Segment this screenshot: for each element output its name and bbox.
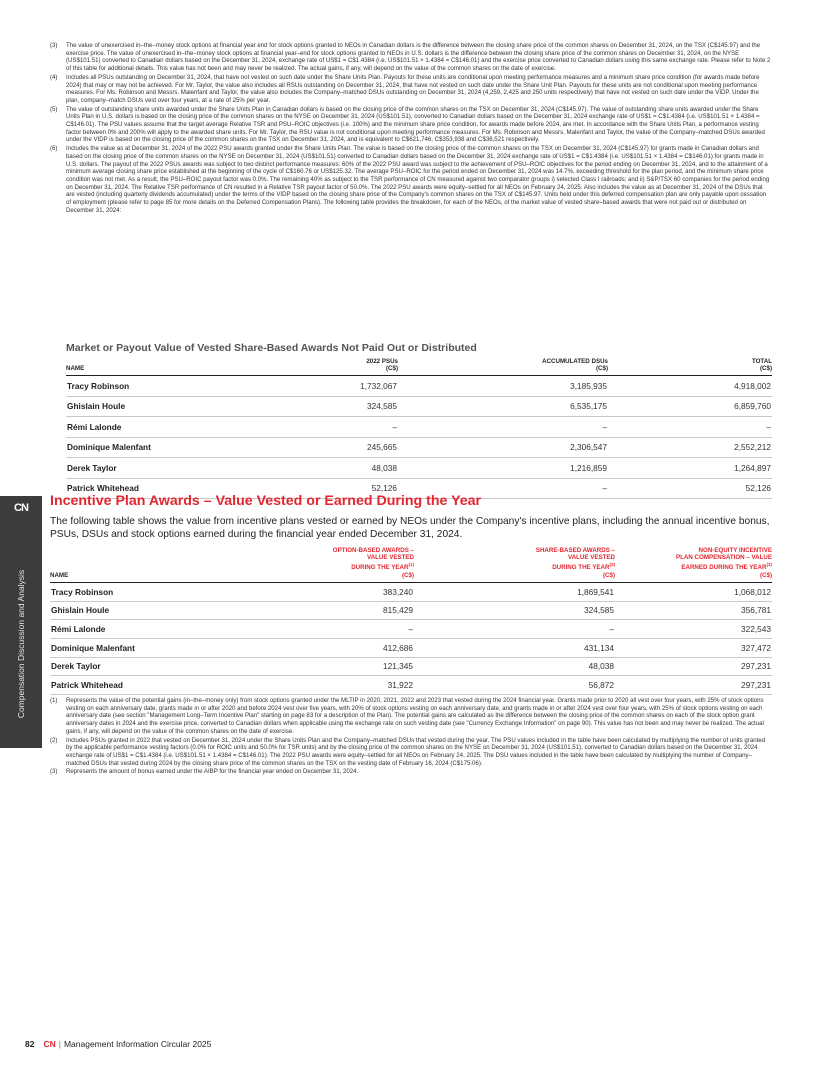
footnote-ref: (1) [408,562,414,568]
section-title: Incentive Plan Awards – Value Vested or Earned During the Year [50,493,482,509]
table-row [50,676,772,695]
cell-dsus: – [398,417,608,438]
footnote [50,697,772,736]
footnote-number: (3) [50,768,58,776]
cell-share: 431,134 [414,638,615,657]
cn-logo: CN [14,502,28,514]
footer-brand: CN [43,1039,56,1049]
cell-name: Dominique Malenfant [50,638,260,657]
cell-option: 815,429 [260,601,414,620]
section-intro: The following table shows the value from incentive plans vested or earned by NEOs under the Company's incentive plans, including the annual incentive bonus, PSUs, DSUs and stock options earned during the financial year ended December 31, 2024. [50,516,770,540]
cell-name: Tracy Robinson [66,376,246,397]
cell-psus: 1,732,067 [246,376,398,397]
footnote-text: Represents the value of the potential gains (in–the–money only) from stock options granted under the MLTIP in 2020, 2021, 2022 and 2023 that vested during the 2024 financial year. Grants made prior to 2020 all vest over four years, with 25% of stock options vesting on each anniversary date, grants made in or after 2020 and before 2024 vest over five years, with 20% of stock options vesting on each anniversary date, and grants made in or after 2024 vest over four years, with 25% of stock options vesting on each anniversary date (see section "Management Long–Term Incentive Plan" starting on page 83 for a description of the Plan). The potential gains are calculated as the difference between the closing price of the common shares on each of the stock option grant anniversary dates in 2024 and the exercise price, converted to Canadian dollars when applicable using the exchange rate on such vesting date (see "Currency Exchange Information" on page 90). This value has not been and may never be realized. The actual gains, if any, will depend on the value of the common shares on the date of exercise. [66,697,764,735]
cell-name: Ghislain Houle [66,396,246,417]
cell-psus: 48,038 [246,458,398,479]
footnote-number: (6) [50,145,58,153]
cell-non-equity: 322,543 [615,620,772,639]
col-header-name: NAME [66,356,246,376]
header-line: DURING THE YEAR [351,564,409,572]
cell-psus: 324,585 [246,396,398,417]
cell-psus: – [246,417,398,438]
cell-non-equity: 356,781 [615,601,772,620]
cell-non-equity: 1,068,012 [615,582,772,601]
header-unit: (C$) [401,571,414,579]
cell-total: 1,264,897 [608,458,772,479]
cell-option: – [260,620,414,639]
table-row [66,376,772,397]
header-unit: (C$) [759,365,772,372]
cell-name: Derek Taylor [66,458,246,479]
header-unit: (C$) [602,571,615,579]
cell-non-equity: 297,231 [615,657,772,676]
footnote-number: (2) [50,736,58,744]
table-row [50,620,772,639]
col-header-dsus [398,356,608,376]
footnote-text: Includes the value as at December 31, 2024 of the 2022 PSU awards granted under the Share Units Plan. The value is based on the closing price of the common shares on the TSX on December 31, 2024 (C$145.97) for grants made in Canadian dollars and based on the closing price of the common shares on the NYSE on December 31, 2024 (US$101.51) converted to Canadian dollars based on the December 31, 2024 exchange rate of US$1 = C$1.4384 (i.e. US$101.51 × 1.4384 = C$146.01) for grants made in U.S. dollars. The payout of the 2022 PSUs awards was subject to two distinct performance measures: 60% of the 2022 PSU award was subject to the achievement of PSU–ROIC objectives for the period ending on December 31, 2024, and to the attainment of a minimum average closing share price established at the beginning of the cycle of C$160.76 or US$125.32. The average PSU–ROIC for the period ended on December 31, 2024 was 14.7%, exceeding threshold for the plan period, and the minimum share price condition was not met. As a result, the PSU–ROIC payout factor was 0.0%. The remaining 40% as subject to the TSR performance of CN measured against two comparator groups i) selected Class I railroads; and ii) S&P/TSX 60 companies for the period ending on December 31, 2024. The Relative TSR performance of CN resulted in a Relative TSR payout factor of 50.0%. The 2022 PSU awards were equity–settled for all NEOs on February 24, 2025. Also includes the value as at December 31, 2024 of the DSUs that are vested (including quarterly dividends accumulated) under the terms of the VIDP based on the closing share price of the Company's common shares on the TSX of C$145.97. Units held under this deferred compensation plan are only payable upon cessation of employment (please refer to page 85 for more details on the Deferred Compensation Plans). The following table provides the breakdown, for each of the NEOs, of the market value of vested share–based awards that were not paid out or distributed on December 31, 2024: [66,145,770,214]
cell-option: 121,345 [260,657,414,676]
footnote-text: The value of unexercised in–the–money stock options at financial year end for stock options granted to NEOs in Canadian dollars is the difference between the closing share price of the common shares on December 31, 2024, on the TSX (C$145.97) and the exercise price. The value of unexercised in–the–money stock options at financial year–end for stock options granted to NEOs in U.S. dollars is the difference between the closing share price of the common shares on December 31, 2024, on the NYSE (US$101.51) converted to Canadian dollars based on the December 31, 2024, exchange rate of US$1 = C$1.4384 (i.e. US$101.51 × 1.4384 = C$146.01) and the exercise price converted to Canadian dollars using this same exchange rate. Please refer to Note 2 of this table for additional details. This value has not been and may never be realized. The actual gains, if any, will depend on the value of the common shares on the date of exercise. [66,42,771,73]
header-line: PLAN COMPENSATION – VALUE [675,554,772,562]
cell-option: 383,240 [260,582,414,601]
cell-share: – [414,620,615,639]
cell-total: 6,859,760 [608,396,772,417]
header-unit: (C$) [385,365,398,372]
cell-share: 56,872 [414,676,615,695]
footnote [50,106,772,145]
header-line: 2022 PSUs [366,358,398,365]
top-footnotes [50,42,772,215]
table-header-row [66,356,772,376]
sidebar-section-label: Compensation Discussion and Analysis [16,569,26,719]
table1-title: Market or Payout Value of Vested Share-Based Awards Not Paid Out or Distributed [66,342,477,354]
footnote-text: Includes all PSUs outstanding on December 31, 2024, that have not vested on such date under the Share Units Plan. Payouts for these units are conditional upon meeting performance measures and a minimum share price condition (for awards made before 2024) that may or may not be achieved. For Mr. Taylor, the value also includes all RSUs outstanding on December 31, 2024, that have not vested on such date under the Share Unit Plan. Payouts for these units are not conditional upon meeting performance measures. For Ms. Robinson and Messrs. Malenfant and Taylor, the value also includes the Company–matched DSUs outstanding on December 31, 2024 (4,259, 2,425 and 250 units respectively) that have not vested on such date under the VIDP. Under the plan, company–match DSUs vest over four years, at a rate of 25% per year. [66,73,760,104]
footnote-number: (5) [50,105,58,113]
page-number: 82 [25,1039,35,1049]
cell-name: Patrick Whitehead [50,676,260,695]
table-header-row [50,547,772,582]
cell-dsus: 1,216,859 [398,458,608,479]
cell-option: 412,686 [260,638,414,657]
footnote [50,768,772,776]
cell-dsus: – [398,478,608,499]
incentive-awards-table [50,547,772,695]
table-row [66,458,772,479]
header-unit: (C$) [595,365,608,372]
header-line: DURING THE YEAR [552,564,610,572]
cell-name: Rémi Lalonde [66,417,246,438]
table-row [50,582,772,601]
cell-psus: 52,126 [246,478,398,499]
col-header-non-equity [615,547,772,582]
table-row [66,417,772,438]
table-row [50,601,772,620]
bottom-footnotes [50,697,772,777]
header-line: VALUE VESTED [568,554,615,562]
footnote-number: (1) [50,697,58,704]
header-line: TOTAL [751,358,772,365]
table-row [50,638,772,657]
cell-non-equity: 327,472 [615,638,772,657]
table-row [66,396,772,417]
header-unit: (C$) [759,571,772,579]
cell-option: 31,922 [260,676,414,695]
cell-name: Tracy Robinson [50,582,260,601]
col-header-share-awards [414,547,615,582]
cell-share: 324,585 [414,601,615,620]
footnote-number: (3) [50,42,58,49]
header-line: NON-EQUITY INCENTIVE [698,547,772,554]
cell-name: Rémi Lalonde [50,620,260,639]
cell-total: 2,552,212 [608,437,772,458]
sidebar-tab [0,496,42,748]
footnote [50,145,772,214]
col-header-name: NAME [50,547,260,582]
page-footer [25,1039,211,1049]
cell-non-equity: 297,231 [615,676,772,695]
footnote-number: (4) [50,73,58,81]
cell-name: Derek Taylor [50,657,260,676]
header-line: OPTION-BASED AWARDS – [332,547,414,554]
cell-total: 4,918,002 [608,376,772,397]
footer-document-title: Management Information Circular 2025 [63,1039,212,1049]
cell-share: 48,038 [414,657,615,676]
header-line: EARNED DURING THE YEAR [681,564,767,572]
cell-dsus: 3,185,935 [398,376,608,397]
footnote-ref: (2) [609,562,615,568]
cell-share: 1,869,541 [414,582,615,601]
vested-awards-table [66,356,772,499]
cell-psus: 245,665 [246,437,398,458]
header-line: VALUE VESTED [367,554,414,562]
table-row [66,437,772,458]
col-header-total [608,356,772,376]
footnote-text: Includes PSUs granted in 2022 that vested on December 31, 2024 under the Share Units Plan and the Company–matched DSUs that vested during the year. The PSU values included in the table have been calculated by multiplying the number of units granted by the applicable performance vesting factors (0.0% for ROIC units and 50.0% for TSR units) and by the closing price of the common shares on the NYSE on December 31, 2024 (US$101.51), converted to Canadian dollars based on the December 31, 2024 exchange rate of US$1 = C$1.4384 (i.e. US$101.51 × 1.4384 = C$146.01). The 2022 PSU awards were equity–settled for all NEOs on February 24, 2025. The DSU values included in the table have been calculated by multiplying the number of Company–matched DSUs that vested during 2024 by the closing share price of the common shares on the TSX on the vesting date of February 16, 2024 (C$175.06). [66,736,766,767]
cell-total: – [608,417,772,438]
footnote [50,74,772,105]
footnote [50,737,772,768]
cell-name: Dominique Malenfant [66,437,246,458]
cell-name: Patrick Whitehead [66,478,246,499]
cell-dsus: 2,306,547 [398,437,608,458]
footnote-ref: (3) [766,562,772,568]
col-header-option-awards [260,547,414,582]
cell-name: Ghislain Houle [50,601,260,620]
footer-separator: | [58,1039,61,1049]
col-header-psus [246,356,398,376]
footnote-text: The value of outstanding share units awarded under the Share Units Plan in Canadian dollars is based on the closing price of the common shares on the TSX on December 31, 2024 (C$145.97). The value of outstanding share units awarded under the Share Units Plan in U.S. dollars is based on the closing price of the common shares on the NYSE on December 31, 2024 (US$101.51), converted to Canadian dollars based on the December 31, 2024 exchange rate of US$1 = C$1.4384 (i.e. US$101.51 × 1.4384 = C$146.01). The PSU values assume that the target average Relative TSR and PSU–ROIC objectives (i.e. 100%) and the minimum share price condition, for awards made before 2024, are met. In accordance with the Share Units Plan, a performance vesting factor between 0% and 200% will apply to the awarded share units. For Mr. Taylor, the RSU value is not conditional upon meeting performance measures. For Ms. Robinson and Messrs. Malenfant and Taylor, the value of the Company–matched DSUs awarded under the VIDP is based on the closing price of the common shares on the TSX on December 31, 2024, and is equivalent to C$621,746, C$353,938 and C$36,521 respectively. [66,105,765,144]
table-row [50,657,772,676]
cell-total: 52,126 [608,478,772,499]
header-line: ACCUMULATED DSUs [542,358,608,365]
footnote-text: Represents the amount of bonus earned under the AIBP for the financial year ended on December 31, 2024. [66,768,359,776]
cell-dsus: 6,535,175 [398,396,608,417]
footnote [50,42,772,73]
header-line: SHARE-BASED AWARDS – [535,547,615,554]
